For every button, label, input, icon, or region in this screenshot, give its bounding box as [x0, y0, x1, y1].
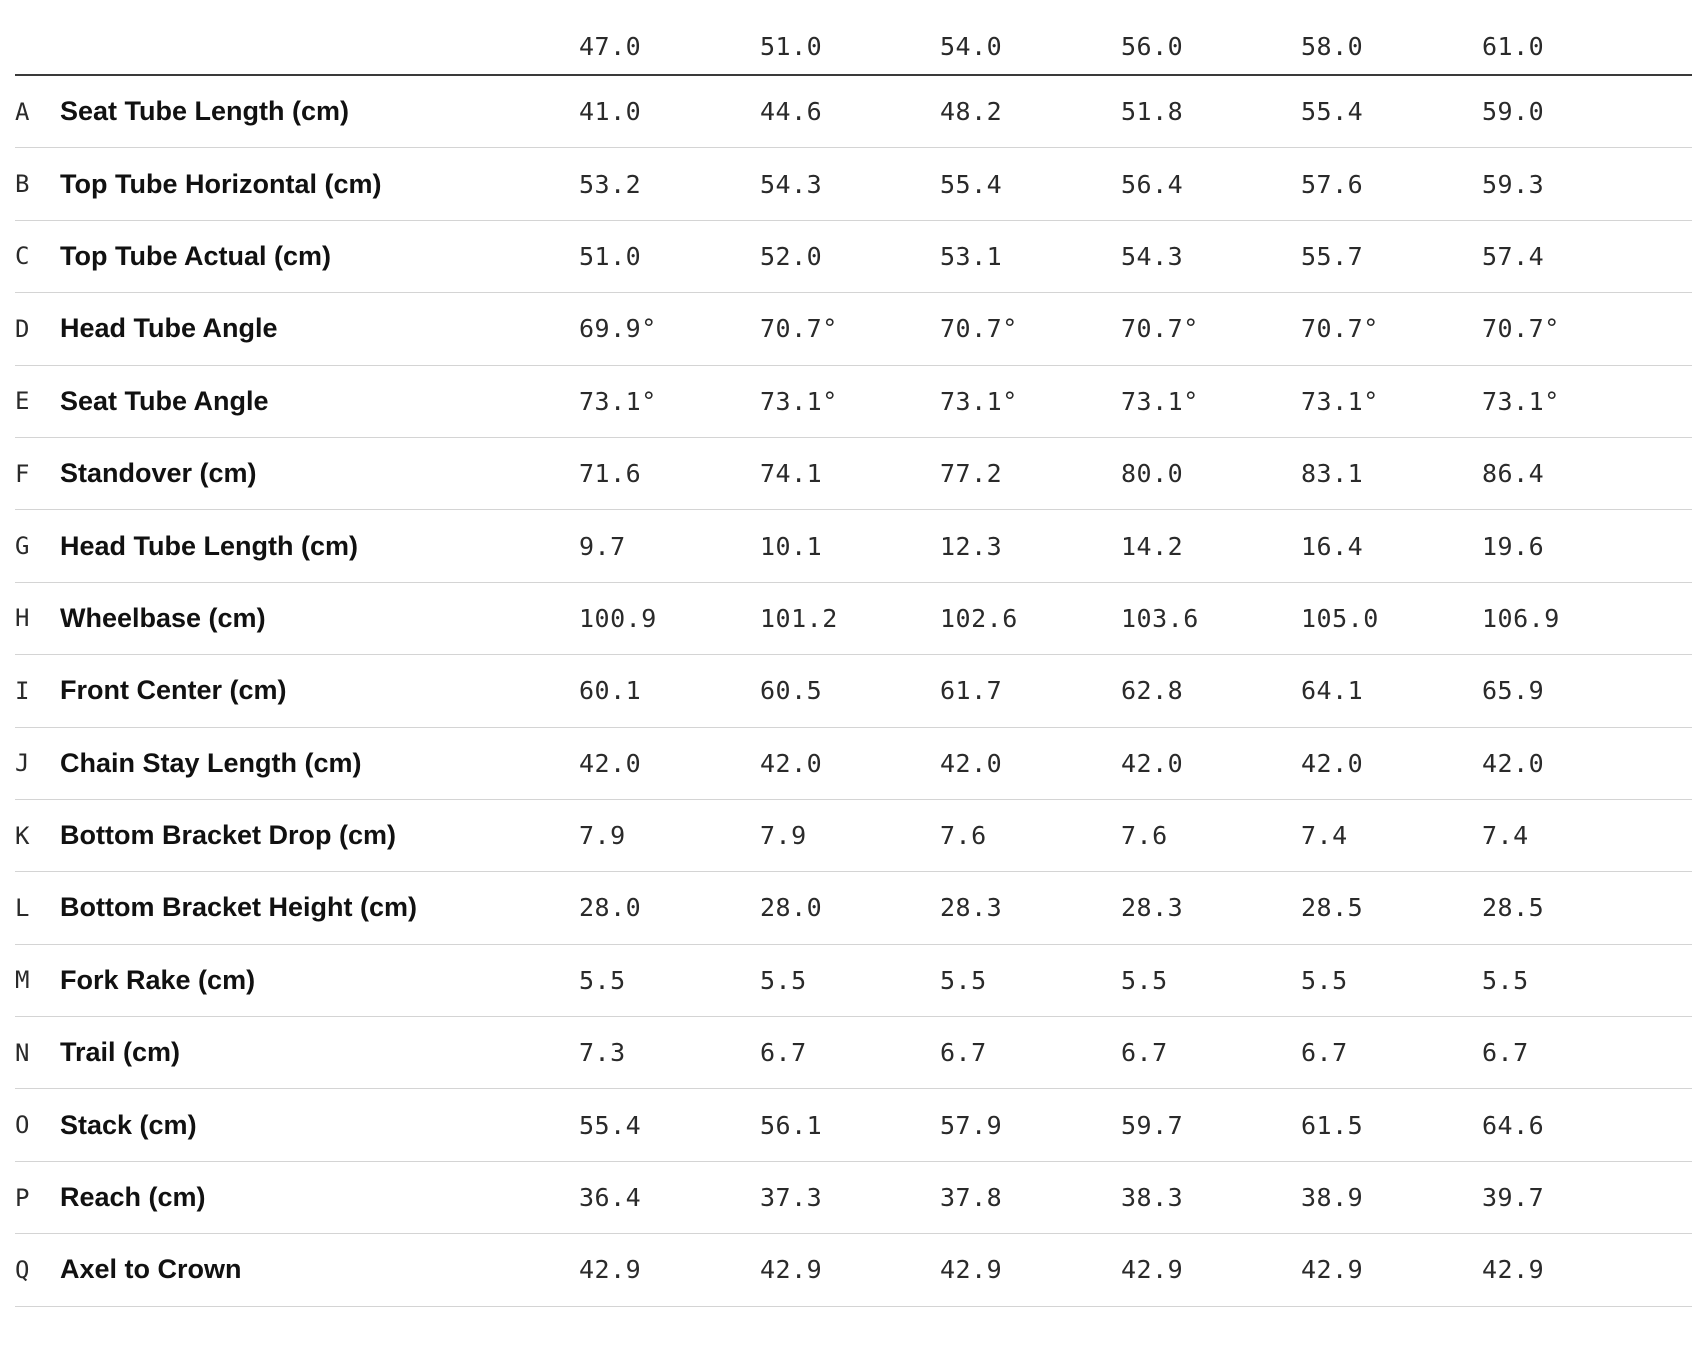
- value-cell: 69.9°: [579, 314, 657, 344]
- value-cell: 7.6: [1121, 821, 1168, 851]
- value-cell: 54.3: [1121, 241, 1184, 271]
- value-cell: 12.3: [940, 531, 1003, 561]
- row-label: Reach (cm): [60, 1182, 206, 1213]
- value-cell: 80.0: [1121, 459, 1184, 489]
- value-cell: 102.6: [940, 603, 1018, 633]
- row-letter: B: [15, 170, 30, 199]
- row-label: Seat Tube Length (cm): [60, 96, 350, 127]
- size-header-cell: 61.0: [1482, 32, 1545, 61]
- value-cell: 61.5: [1301, 1110, 1364, 1140]
- row-label: Head Tube Length (cm): [60, 530, 359, 561]
- value-cell: 7.3: [579, 1038, 626, 1068]
- value-cell: 55.4: [940, 169, 1003, 199]
- value-cell: 42.9: [760, 1255, 823, 1285]
- row-letter: L: [15, 893, 30, 922]
- row-label: Stack (cm): [60, 1109, 197, 1140]
- value-cell: 36.4: [579, 1183, 642, 1213]
- row-label: Top Tube Actual (cm): [60, 240, 331, 271]
- value-cell: 56.4: [1121, 169, 1184, 199]
- value-cell: 42.0: [940, 748, 1003, 778]
- value-cell: 42.9: [579, 1255, 642, 1285]
- value-cell: 65.9: [1482, 676, 1545, 706]
- value-cell: 59.3: [1482, 169, 1545, 199]
- value-cell: 64.1: [1301, 676, 1364, 706]
- value-cell: 6.7: [1482, 1038, 1529, 1068]
- value-cell: 59.7: [1121, 1110, 1184, 1140]
- value-cell: 103.6: [1121, 603, 1199, 633]
- table-row: [15, 945, 1692, 1017]
- table-row: [15, 221, 1692, 293]
- value-cell: 16.4: [1301, 531, 1364, 561]
- value-cell: 7.9: [760, 821, 807, 851]
- value-cell: 71.6: [579, 459, 642, 489]
- value-cell: 28.5: [1482, 893, 1545, 923]
- value-cell: 60.5: [760, 676, 823, 706]
- value-cell: 28.3: [1121, 893, 1184, 923]
- value-cell: 10.1: [760, 531, 823, 561]
- value-cell: 42.9: [1121, 1255, 1184, 1285]
- value-cell: 70.7°: [760, 314, 838, 344]
- row-letter: M: [15, 966, 30, 995]
- value-cell: 73.1°: [1482, 386, 1560, 416]
- value-cell: 6.7: [1121, 1038, 1168, 1068]
- row-label: Head Tube Angle: [60, 313, 278, 344]
- value-cell: 105.0: [1301, 603, 1379, 633]
- table-body: [15, 76, 1692, 1307]
- value-cell: 38.9: [1301, 1183, 1364, 1213]
- value-cell: 42.9: [1482, 1255, 1545, 1285]
- value-cell: 55.4: [579, 1110, 642, 1140]
- value-cell: 28.5: [1301, 893, 1364, 923]
- table-row: [15, 510, 1692, 582]
- row-label: Bottom Bracket Drop (cm): [60, 820, 397, 851]
- value-cell: 73.1°: [579, 386, 657, 416]
- row-letter: E: [15, 387, 30, 416]
- size-header-row: [15, 0, 1692, 76]
- value-cell: 59.0: [1482, 97, 1545, 127]
- value-cell: 74.1: [760, 459, 823, 489]
- row-label: Top Tube Horizontal (cm): [60, 168, 382, 199]
- value-cell: 5.5: [579, 965, 626, 995]
- value-cell: 64.6: [1482, 1110, 1545, 1140]
- value-cell: 70.7°: [1482, 314, 1560, 344]
- row-letter: O: [15, 1111, 30, 1140]
- row-letter: P: [15, 1183, 30, 1212]
- row-label: Fork Rake (cm): [60, 964, 256, 995]
- value-cell: 42.0: [760, 748, 823, 778]
- size-header-cell: 58.0: [1301, 32, 1364, 61]
- row-letter: A: [15, 97, 30, 126]
- value-cell: 6.7: [1301, 1038, 1348, 1068]
- value-cell: 73.1°: [940, 386, 1018, 416]
- value-cell: 6.7: [940, 1038, 987, 1068]
- table-row: [15, 583, 1692, 655]
- value-cell: 73.1°: [1301, 386, 1379, 416]
- value-cell: 55.4: [1301, 97, 1364, 127]
- value-cell: 28.3: [940, 893, 1003, 923]
- value-cell: 38.3: [1121, 1183, 1184, 1213]
- value-cell: 42.0: [1301, 748, 1364, 778]
- table-row: [15, 1017, 1692, 1089]
- table-row: [15, 148, 1692, 220]
- value-cell: 86.4: [1482, 459, 1545, 489]
- size-header-cell: 47.0: [579, 32, 642, 61]
- value-cell: 28.0: [579, 893, 642, 923]
- value-cell: 6.7: [760, 1038, 807, 1068]
- row-letter: C: [15, 242, 30, 271]
- value-cell: 57.6: [1301, 169, 1364, 199]
- value-cell: 42.0: [1121, 748, 1184, 778]
- value-cell: 57.4: [1482, 241, 1545, 271]
- table-row: [15, 366, 1692, 438]
- row-letter: J: [15, 749, 30, 778]
- value-cell: 56.1: [760, 1110, 823, 1140]
- value-cell: 52.0: [760, 241, 823, 271]
- row-letter: K: [15, 821, 30, 850]
- value-cell: 73.1°: [1121, 386, 1199, 416]
- value-cell: 44.6: [760, 97, 823, 127]
- value-cell: 106.9: [1482, 603, 1560, 633]
- value-cell: 83.1: [1301, 459, 1364, 489]
- value-cell: 5.5: [1301, 965, 1348, 995]
- table-row: [15, 655, 1692, 727]
- row-label: Front Center (cm): [60, 675, 287, 706]
- value-cell: 51.0: [579, 241, 642, 271]
- table-row: [15, 800, 1692, 872]
- value-cell: 37.3: [760, 1183, 823, 1213]
- table-row: [15, 872, 1692, 944]
- row-letter: I: [15, 676, 30, 705]
- table-row: [15, 1234, 1692, 1306]
- value-cell: 5.5: [1121, 965, 1168, 995]
- row-label: Seat Tube Angle: [60, 385, 269, 416]
- table-row: [15, 1162, 1692, 1234]
- table-row: [15, 438, 1692, 510]
- value-cell: 7.6: [940, 821, 987, 851]
- value-cell: 70.7°: [940, 314, 1018, 344]
- value-cell: 48.2: [940, 97, 1003, 127]
- value-cell: 61.7: [940, 676, 1003, 706]
- size-header-cell: 54.0: [940, 32, 1003, 61]
- value-cell: 14.2: [1121, 531, 1184, 561]
- row-label: Standover (cm): [60, 458, 257, 489]
- value-cell: 7.9: [579, 821, 626, 851]
- row-label: Axel to Crown: [60, 1254, 242, 1285]
- value-cell: 51.8: [1121, 97, 1184, 127]
- row-label: Trail (cm): [60, 1037, 181, 1068]
- row-letter: F: [15, 459, 30, 488]
- row-label: Chain Stay Length (cm): [60, 747, 362, 778]
- size-header-cell: 56.0: [1121, 32, 1184, 61]
- table-row: [15, 1089, 1692, 1161]
- value-cell: 53.1: [940, 241, 1003, 271]
- table-row: [15, 76, 1692, 148]
- value-cell: 42.9: [940, 1255, 1003, 1285]
- row-letter: H: [15, 604, 30, 633]
- row-label: Bottom Bracket Height (cm): [60, 892, 418, 923]
- value-cell: 42.9: [1301, 1255, 1364, 1285]
- value-cell: 42.0: [579, 748, 642, 778]
- value-cell: 54.3: [760, 169, 823, 199]
- value-cell: 60.1: [579, 676, 642, 706]
- value-cell: 28.0: [760, 893, 823, 923]
- value-cell: 5.5: [760, 965, 807, 995]
- value-cell: 53.2: [579, 169, 642, 199]
- value-cell: 77.2: [940, 459, 1003, 489]
- value-cell: 100.9: [579, 603, 657, 633]
- value-cell: 37.8: [940, 1183, 1003, 1213]
- row-letter: D: [15, 314, 30, 343]
- size-header-cell: 51.0: [760, 32, 823, 61]
- value-cell: 7.4: [1482, 821, 1529, 851]
- row-letter: N: [15, 1038, 30, 1067]
- table-row: [15, 293, 1692, 365]
- table-row: [15, 728, 1692, 800]
- value-cell: 41.0: [579, 97, 642, 127]
- value-cell: 62.8: [1121, 676, 1184, 706]
- row-letter: G: [15, 532, 30, 561]
- geometry-table: [15, 0, 1692, 1307]
- value-cell: 5.5: [1482, 965, 1529, 995]
- value-cell: 70.7°: [1301, 314, 1379, 344]
- value-cell: 42.0: [1482, 748, 1545, 778]
- value-cell: 9.7: [579, 531, 626, 561]
- value-cell: 19.6: [1482, 531, 1545, 561]
- value-cell: 55.7: [1301, 241, 1364, 271]
- value-cell: 70.7°: [1121, 314, 1199, 344]
- value-cell: 5.5: [940, 965, 987, 995]
- value-cell: 7.4: [1301, 821, 1348, 851]
- value-cell: 39.7: [1482, 1183, 1545, 1213]
- value-cell: 57.9: [940, 1110, 1003, 1140]
- value-cell: 73.1°: [760, 386, 838, 416]
- row-label: Wheelbase (cm): [60, 602, 266, 633]
- value-cell: 101.2: [760, 603, 838, 633]
- row-letter: Q: [15, 1255, 30, 1284]
